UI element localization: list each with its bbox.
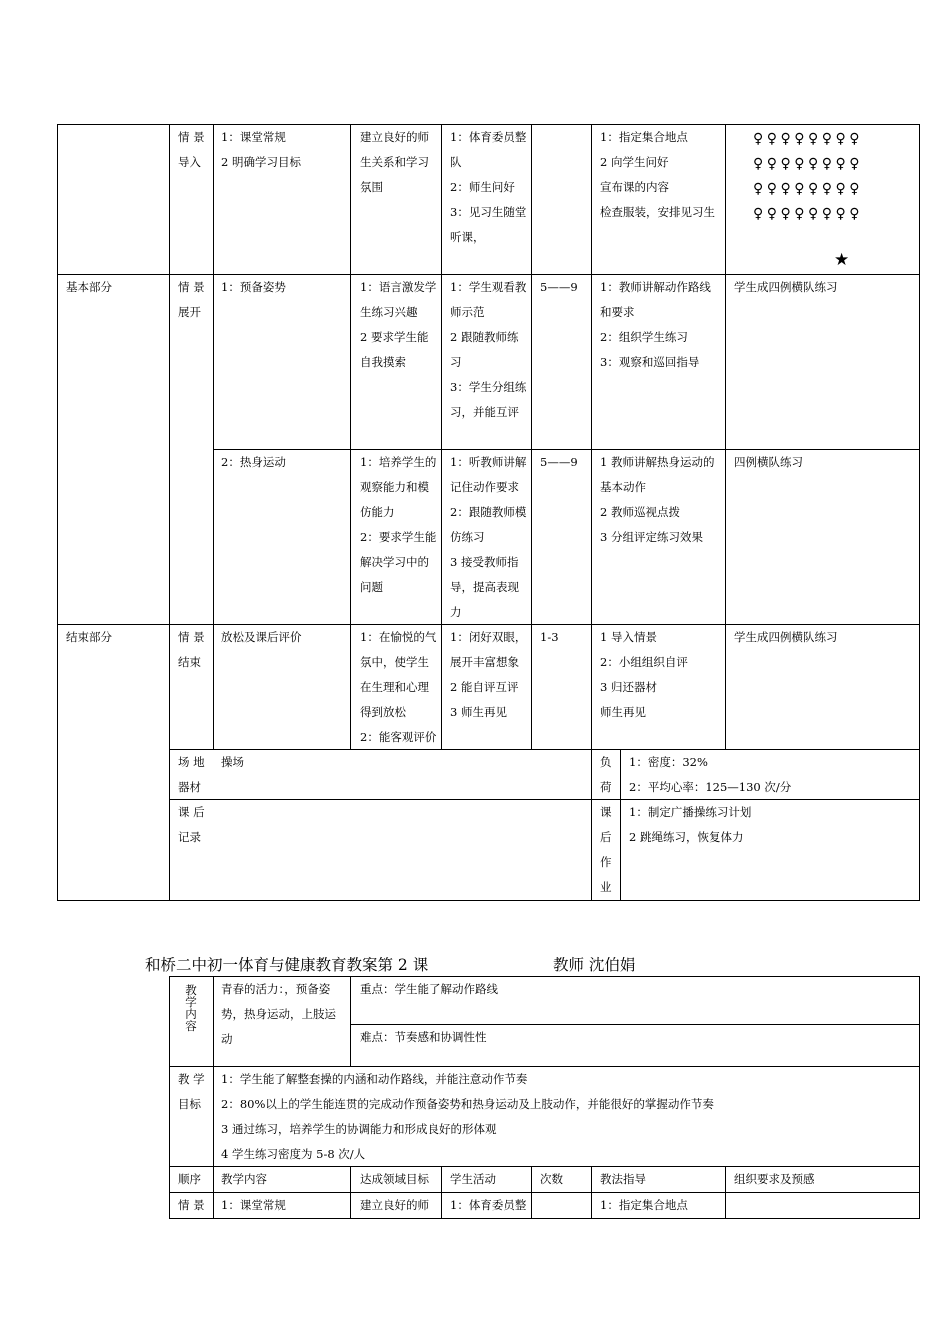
row-method: 1：指定集合地点 xyxy=(600,1198,688,1212)
row-content: 1：课堂常规 xyxy=(221,1198,286,1212)
end-student: 1：闭好双眼， 展开丰富想象 2 能自评互评 3 师生再见 xyxy=(450,630,527,719)
female-symbol-row: ♀♀♀♀♀♀♀♀ xyxy=(753,181,864,197)
header-count: 次数 xyxy=(540,1172,563,1186)
homework-label: 课 后 作 业 xyxy=(600,805,612,894)
basic-row2-goal: 1：培养学生的 观察能力和模 仿能力 2：要求学生能 解决学习中的 问题 xyxy=(360,455,437,594)
intro-stage: 情 景 导入 xyxy=(178,130,205,169)
row-stage: 情 景 xyxy=(178,1198,205,1212)
female-symbol-row: ♀♀♀♀♀♀♀♀ xyxy=(753,206,864,222)
header-student: 学生活动 xyxy=(450,1172,496,1186)
basic-section-label: 基本部分 xyxy=(66,280,112,294)
header-organization: 组织要求及预感 xyxy=(734,1172,815,1186)
load-values: 1：密度：32% 2：平均心率：125—130 次/分 xyxy=(629,755,792,794)
difficulty: 难点：节奏感和协调性性 xyxy=(360,1030,487,1044)
intro-method: 1：指定集合地点 2 向学生问好 宣布课的内容 检查服装，安排见习生 xyxy=(600,130,715,219)
female-symbol-row: ♀♀♀♀♀♀♀♀ xyxy=(753,131,864,147)
header-order: 顺序 xyxy=(178,1172,201,1186)
basic-row2-content: 2：热身运动 xyxy=(221,455,286,469)
end-content: 放松及课后评价 xyxy=(221,630,302,644)
basic-row1-method: 1：教师讲解动作路线 和要求 2：组织学生练习 3：观察和巡回指导 xyxy=(600,280,711,369)
basic-row1-goal: 1：语言激发学 生练习兴趣 2 要求学生能 自我摸索 xyxy=(360,280,437,369)
basic-row2-organization: 四例横队练习 xyxy=(734,455,803,469)
end-organization: 学生成四例横队练习 xyxy=(734,630,838,644)
teacher-star-icon: ★ xyxy=(834,250,850,270)
basic-stage: 情 景 展开 xyxy=(178,280,205,319)
content-label: 教 学 内 容 xyxy=(185,983,197,1033)
load-label: 负 荷 xyxy=(600,755,612,794)
record-label: 课 后 记录 xyxy=(178,805,205,844)
end-stage: 情 景 结束 xyxy=(178,630,205,669)
intro-student-activity: 1：体育委员整 队 2：师生问好 3：见习生随堂 听课， xyxy=(450,130,527,244)
basic-row2-count: 5——9 xyxy=(540,455,578,469)
basic-row1-content: 1：预备姿势 xyxy=(221,280,286,294)
header-content: 教学内容 xyxy=(221,1172,267,1186)
end-count: 1-3 xyxy=(540,630,559,644)
basic-row2-method: 1 教师讲解热身运动的 基本动作 2 教师巡视点拨 3 分组评定练习效果 xyxy=(600,455,715,544)
intro-goal: 建立良好的师 生关系和学习 氛围 xyxy=(360,130,429,194)
end-goal: 1：在愉悦的气 氛中，使学生 在生理和心理 得到放松 2：能客观评价 xyxy=(360,630,437,744)
end-method: 1 导入情景 2：小组组织自评 3 归还器材 师生再见 xyxy=(600,630,688,719)
row-student: 1：体育委员整 xyxy=(450,1198,527,1212)
header-goal: 达成领域目标 xyxy=(360,1172,429,1186)
lesson-content: 青春的活力：，预备姿 势，热身运动，上肢运 动 xyxy=(221,982,336,1046)
row-goal: 建立良好的师 xyxy=(360,1198,429,1212)
female-symbol-row: ♀♀♀♀♀♀♀♀ xyxy=(753,156,864,172)
teacher-name: 教师 沈伯娟 xyxy=(553,956,636,974)
goals-label: 教 学 目标 xyxy=(178,1072,205,1111)
header-method: 教法指导 xyxy=(600,1172,646,1186)
venue-value: 操场 xyxy=(221,755,244,769)
basic-row2-student: 1：听教师讲解 记住动作要求 2：跟随教师模 仿练习 3 接受教师指 导，提高表现 力 xyxy=(450,455,527,619)
homework-values: 1：制定广播操练习计划 2 跳绳练习，恢复体力 xyxy=(629,805,752,844)
key-point: 重点：学生能了解动作路线 xyxy=(360,982,498,996)
venue-label: 场 地 器材 xyxy=(178,755,205,794)
intro-content: 1：课堂常规 2 明确学习目标 xyxy=(221,130,301,169)
basic-row1-count: 5——9 xyxy=(540,280,578,294)
lesson-title: 和桥二中初一体育与健康教育教案第 2 课 xyxy=(145,956,429,974)
basic-row1-student: 1：学生观看教 师示范 2 跟随教师练 习 3：学生分组练 习，并能互评 xyxy=(450,280,527,419)
end-section-label: 结束部分 xyxy=(66,630,112,644)
basic-row1-organization: 学生成四例横队练习 xyxy=(734,280,838,294)
teaching-goals: 1：学生能了解整套操的内涵和动作路线，并能注意动作节奏 2：80%以上的学生能连贯的完成动作预备姿势和热身运动及上肢动作，并能很好的掌握动作节奏 3 通过练习，培养学生的协调能力和形成良好的形体观 4 学生练习密度为 5-8 次/人 xyxy=(221,1072,714,1161)
student-formation xyxy=(753,127,863,227)
